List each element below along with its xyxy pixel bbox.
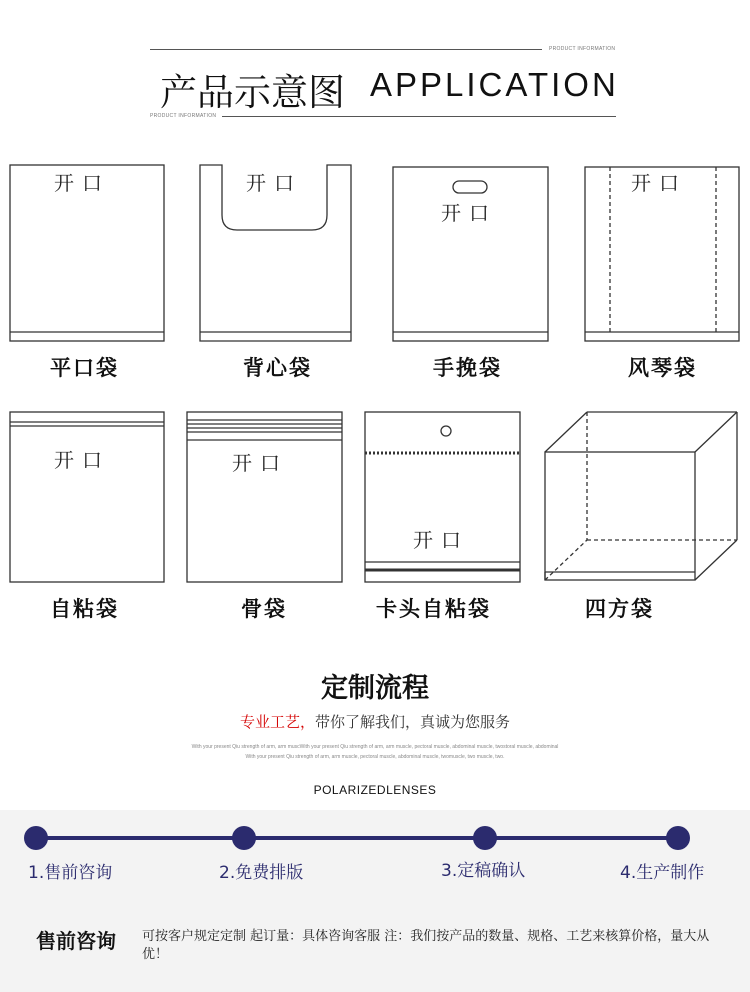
- header-top-rule: [150, 49, 542, 50]
- consult-text: 可按客户规定定制 起订量：具体咨询客服 注：我们按产品的数量、规格、工艺来核算价格，量大从优！: [142, 929, 710, 962]
- open-text-7: 开口: [413, 528, 469, 552]
- step-label-2: 2.免费排版: [219, 863, 304, 883]
- header-seal-bag-diagram: [365, 412, 520, 582]
- box-bag-diagram: [545, 412, 737, 580]
- open-text-3: 开口: [441, 201, 497, 225]
- bag-label-self-seal: 自粘袋: [50, 596, 119, 621]
- header-small-text-top: PRODUCT INFORMATION: [549, 46, 616, 52]
- page-title-en: APPLICATION: [370, 66, 619, 103]
- process-subtitle-red: 专业工艺，: [239, 713, 315, 731]
- process-subtitle-rest: 带你了解我们，真诚为您服务: [315, 713, 511, 731]
- process-desc-line1: With your present Qiu strength of arm, arm muscWith your present Qiu strength of arm, arm muscle, pectoral muscle, abdominal muscle, twostoral muscle, abdominal: [191, 744, 559, 750]
- step-dot-2: [232, 826, 256, 850]
- open-text-1: 开口: [54, 171, 110, 195]
- open-text-4: 开口: [631, 171, 687, 195]
- bag-label-header-seal: 卡头自粘袋: [376, 596, 491, 621]
- header-small-text-bottom: PRODUCT INFORMATION: [150, 113, 217, 119]
- handle-bag-diagram: [393, 167, 548, 341]
- bag-label-flat: 平口袋: [50, 355, 119, 380]
- bag-label-gusset: 风琴袋: [628, 355, 697, 380]
- process-subtitle: [0, 711, 750, 732]
- step-label-4: 4.生产制作: [620, 863, 705, 883]
- consult-title: 售前咨询: [36, 929, 116, 953]
- brand-text: POLARIZEDLENSES: [313, 783, 437, 797]
- process-desc-line2: With your present Qiu strength of arm, arm muscle, pectoral muscle, abdominal muscle, twomuscle, two muscle, two.: [245, 754, 505, 760]
- step-label-1: 1.售前咨询: [28, 863, 113, 883]
- step-label-3: 3.定稿确认: [441, 861, 526, 881]
- header-bottom-rule: [222, 116, 616, 117]
- open-text-2: 开口: [246, 171, 302, 195]
- bag-label-handle: 手挽袋: [433, 355, 502, 380]
- open-text-5: 开口: [54, 448, 110, 472]
- step-dot-1: [24, 826, 48, 850]
- bag-label-vest: 背心袋: [243, 355, 312, 380]
- open-text-6: 开口: [232, 451, 288, 475]
- step-dot-3: [473, 826, 497, 850]
- process-line: [36, 836, 680, 840]
- process-title: 定制流程: [321, 673, 429, 704]
- bone-bag-diagram: [187, 412, 342, 582]
- bag-label-box: 四方袋: [585, 596, 654, 621]
- step-dot-4: [666, 826, 690, 850]
- self-seal-bag-diagram: [10, 412, 164, 582]
- page-title-cn: 产品示意图: [160, 71, 345, 114]
- bag-label-bone: 骨袋: [241, 596, 287, 621]
